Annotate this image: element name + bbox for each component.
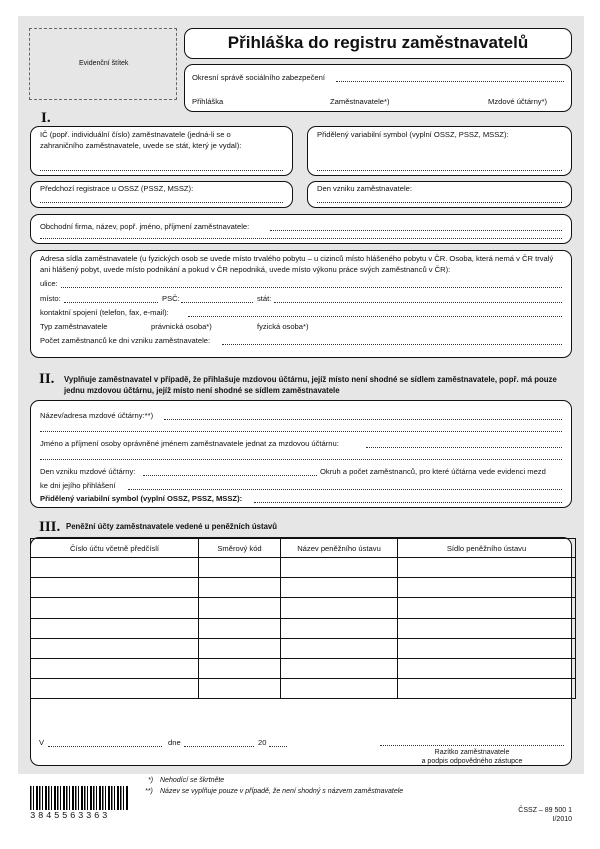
kontaktni-spojeni-field[interactable] bbox=[188, 316, 562, 317]
mzdove-uctarny-option[interactable]: Mzdové účtárny*) bbox=[488, 97, 548, 106]
table-cell[interactable] bbox=[281, 658, 398, 678]
table-cell[interactable] bbox=[31, 598, 199, 618]
accounts-table bbox=[30, 538, 576, 699]
table-row bbox=[31, 638, 576, 658]
zamestnavatele-option[interactable]: Zaměstnavatele*) bbox=[330, 97, 390, 106]
barcode-graphic bbox=[30, 786, 128, 810]
den-vzniku-field[interactable] bbox=[317, 202, 562, 203]
year-prefix: 20 bbox=[258, 738, 267, 747]
section-3-numeral: III. bbox=[39, 519, 61, 535]
den-vzniku-uctarny-label: Den vzniku mzdové účtárny: bbox=[40, 467, 136, 476]
ulice-label: ulice: bbox=[40, 279, 58, 288]
ic-label: IČ (popř. individuální číslo) zaměstnavatele (jedná-li se o zahraničního zaměstnavatele, uvede se stát, který je vydal): bbox=[40, 130, 242, 150]
okruh-label: Okruh a počet zaměstnanců, pro které účtárna vede evidenci mezd bbox=[320, 467, 546, 476]
stat-field[interactable] bbox=[274, 302, 562, 303]
nazev-adresa-field-2[interactable] bbox=[40, 431, 562, 432]
column-header-smerovy-kod: Směrový kód bbox=[199, 539, 281, 558]
footnote-1-mark: *) bbox=[148, 777, 154, 784]
prihlaska-label: Přihláška bbox=[192, 97, 224, 106]
nazev-adresa-label: Název/adresa mzdové účtárny:**) bbox=[40, 411, 154, 420]
predchozi-registrace-field[interactable] bbox=[40, 202, 283, 203]
variabilni-symbol-field[interactable] bbox=[317, 170, 562, 171]
table-cell[interactable] bbox=[398, 558, 576, 578]
year-field[interactable] bbox=[269, 746, 287, 747]
table-cell[interactable] bbox=[398, 578, 576, 598]
table-cell[interactable] bbox=[281, 578, 398, 598]
stat-label: stát: bbox=[257, 294, 272, 303]
evidencni-stitek-label: Evidenční štítek bbox=[79, 60, 129, 67]
predchozi-registrace-label: Předchozí registrace u OSSZ (PSSZ, MSSZ): bbox=[40, 184, 194, 193]
den-vzniku-label: Den vzniku zaměstnavatele: bbox=[317, 184, 412, 193]
pocet-zamestnancu-label: Počet zaměstnanců ke dni vzniku zaměstnavatele: bbox=[40, 336, 211, 345]
table-cell[interactable] bbox=[31, 618, 199, 638]
section-3-heading: Peněžní účty zaměstnavatele vedené u peněžních ústavů bbox=[66, 522, 278, 531]
adresa-sidla-label: Adresa sídla zaměstnavatele (u fyzických osob se uvede místo trvalého pobytu – u cizinců místo hlášeného pobytu v ČR. Osoba, která nemá v ČR trvalý ani hlášený pobyt, uvede místo podnikání a pokud v ČR nepodniká, uvede místo výkonu práce svých zaměstnanců v ČR): bbox=[40, 254, 554, 274]
ke-dni-field[interactable] bbox=[128, 489, 562, 490]
misto-label: místo: bbox=[40, 294, 61, 303]
table-cell[interactable] bbox=[398, 638, 576, 658]
okresni-sprave-field[interactable] bbox=[336, 81, 564, 82]
table-cell[interactable] bbox=[199, 598, 281, 618]
ulice-field[interactable] bbox=[61, 287, 562, 288]
footnote-1-text: Nehodící se škrtněte bbox=[160, 777, 225, 784]
table-cell[interactable] bbox=[199, 578, 281, 598]
table-cell[interactable] bbox=[199, 658, 281, 678]
misto-field[interactable] bbox=[64, 302, 158, 303]
jmeno-opravnene-field-2[interactable] bbox=[40, 459, 562, 460]
table-cell[interactable] bbox=[398, 658, 576, 678]
column-header-sidlo-ustavu: Sídlo peněžního ústavu bbox=[398, 539, 576, 558]
table-cell[interactable] bbox=[281, 598, 398, 618]
table-row bbox=[31, 658, 576, 678]
pocet-zamestnancu-field[interactable] bbox=[222, 344, 562, 345]
table-cell[interactable] bbox=[31, 658, 199, 678]
table-cell[interactable] bbox=[199, 679, 281, 699]
table-cell[interactable] bbox=[199, 638, 281, 658]
table-cell[interactable] bbox=[281, 618, 398, 638]
table-row bbox=[31, 598, 576, 618]
dne-label: dne bbox=[168, 738, 181, 747]
psc-field[interactable] bbox=[181, 302, 253, 303]
ke-dni-label: ke dni jejího přihlášení bbox=[40, 481, 116, 490]
fyzicka-osoba-option[interactable]: fyzická osoba*) bbox=[257, 322, 309, 331]
table-row bbox=[31, 558, 576, 578]
v-field[interactable] bbox=[48, 746, 162, 747]
table-cell[interactable] bbox=[31, 578, 199, 598]
column-header-cislo-uctu: Číslo účtu včetně předčíslí bbox=[31, 539, 199, 558]
section-1-numeral: I. bbox=[41, 110, 51, 126]
table-cell[interactable] bbox=[398, 679, 576, 699]
razitko-label: Razítko zaměstnavatele bbox=[434, 749, 510, 756]
footnote-2-mark: **) bbox=[145, 788, 153, 795]
jmeno-opravnene-label: Jméno a příjmení osoby oprávněné jménem zaměstnavatele jednat za mzdovou účtárnu: bbox=[40, 439, 339, 448]
table-cell[interactable] bbox=[199, 558, 281, 578]
page-title: Přihláška do registru zaměstnavatelů bbox=[227, 33, 529, 52]
table-cell[interactable] bbox=[281, 679, 398, 699]
v-label: V bbox=[39, 738, 45, 747]
table-cell[interactable] bbox=[199, 618, 281, 638]
table-cell[interactable] bbox=[281, 638, 398, 658]
table-row bbox=[31, 679, 576, 699]
jmeno-opravnene-field[interactable] bbox=[366, 447, 562, 448]
table-cell[interactable] bbox=[31, 558, 199, 578]
obchodni-firma-label: Obchodní firma, název, popř. jméno, příjmení zaměstnavatele: bbox=[40, 222, 250, 231]
section-2-heading: Vyplňuje zaměstnavatel v případě, že přihlašuje mzdovou účtárnu, jejíž místo není shodné se sídlem zaměstnavatele, popř. má pouze jednu mzdovou účtárnu, jejíž místo není shodné se sídlem zaměstnavatele bbox=[64, 375, 557, 395]
column-header-nazev-ustavu: Název peněžního ústavu bbox=[281, 539, 398, 558]
table-cell[interactable] bbox=[398, 618, 576, 638]
podpis-field[interactable] bbox=[380, 745, 564, 746]
podpis-label: a podpis odpovědného zástupce bbox=[421, 758, 523, 765]
table-cell[interactable] bbox=[31, 638, 199, 658]
footnote-2-text: Název se vyplňuje pouze v případě, že není shodný s názvem zaměstnavatele bbox=[160, 788, 404, 795]
okresni-sprave-label: Okresní správě sociálního zabezpečení bbox=[192, 73, 325, 82]
form-version: I/2010 bbox=[552, 816, 572, 823]
ic-field[interactable] bbox=[40, 170, 283, 171]
accounts-table-header bbox=[31, 539, 576, 558]
table-row bbox=[31, 618, 576, 638]
table-row bbox=[31, 578, 576, 598]
kontaktni-spojeni-label: kontaktní spojení (telefon, fax, e-mail): bbox=[40, 308, 169, 317]
uctarna-variabilni-symbol-field[interactable] bbox=[254, 502, 562, 503]
obchodni-firma-field[interactable] bbox=[270, 230, 562, 231]
den-vzniku-uctarny-field[interactable] bbox=[143, 475, 317, 476]
psc-label: PSČ: bbox=[162, 294, 180, 303]
pravnicka-osoba-option[interactable]: právnická osoba*) bbox=[151, 322, 212, 331]
form-code: ČSSZ – 89 500 1 bbox=[518, 807, 572, 814]
table-cell[interactable] bbox=[281, 558, 398, 578]
section-2-numeral: II. bbox=[39, 371, 55, 387]
table-cell[interactable] bbox=[398, 598, 576, 618]
variabilni-symbol-label: Přidělený variabilní symbol (vyplní OSSZ, PSSZ, MSSZ): bbox=[317, 130, 509, 139]
table-cell[interactable] bbox=[31, 679, 199, 699]
obchodni-firma-field-2[interactable] bbox=[40, 238, 562, 239]
barcode-number: 3845563363 bbox=[30, 811, 111, 821]
dne-field[interactable] bbox=[184, 746, 254, 747]
typ-zamestnavatele-label: Typ zaměstnavatele bbox=[40, 322, 108, 331]
uctarna-variabilni-symbol-label: Přidělený variabilní symbol (vyplní OSSZ, PSSZ, MSSZ): bbox=[40, 494, 243, 503]
nazev-adresa-field[interactable] bbox=[164, 419, 562, 420]
